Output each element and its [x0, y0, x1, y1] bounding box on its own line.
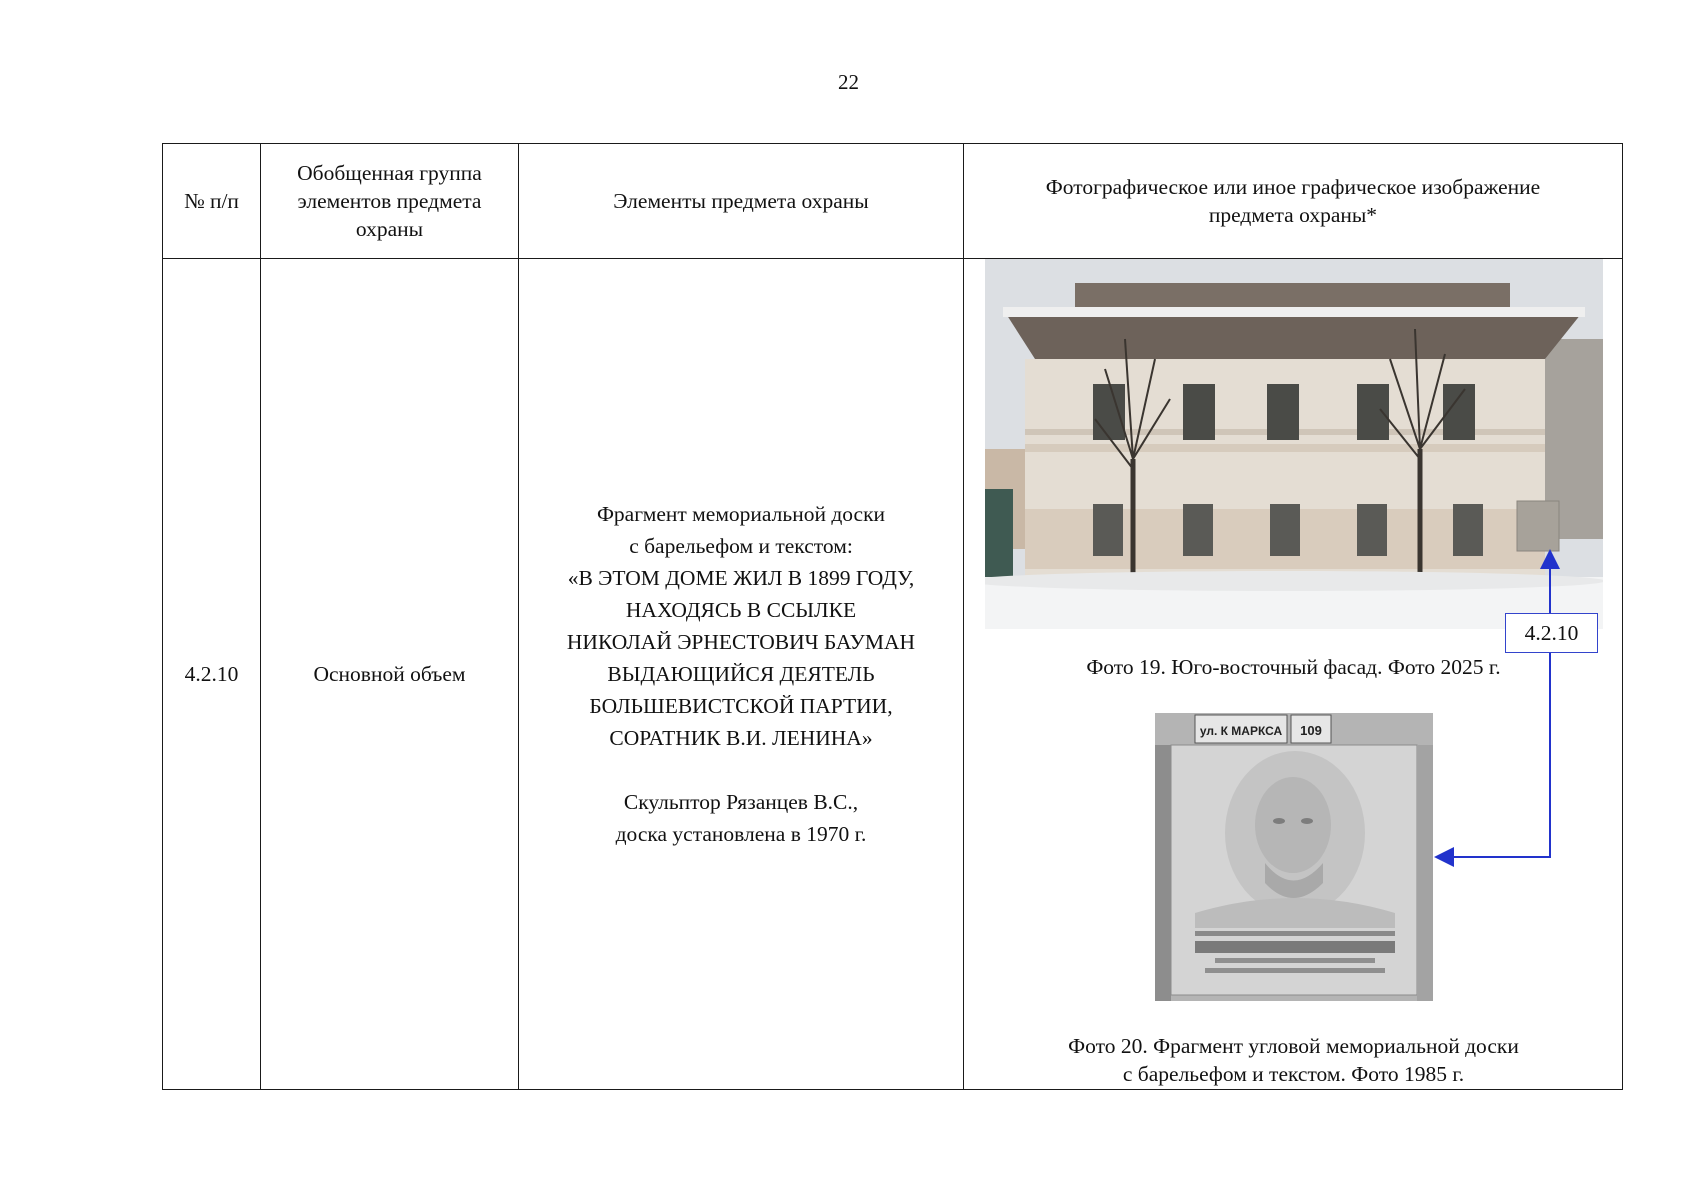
arrow-to-plaque-photo — [1444, 651, 1550, 857]
elements-line: Фрагмент мемориальной доски — [596, 502, 886, 526]
elements-line: «В ЭТОМ ДОМЕ ЖИЛ В 1899 ГОДУ, — [567, 566, 915, 590]
elements-line: ВЫДАЮЩИЙСЯ ДЕЯТЕЛЬ — [607, 662, 875, 686]
caption-photo-20-line1: Фото 20. Фрагмент угловой мемориальной доски — [1068, 1034, 1519, 1058]
plaque-photo — [1155, 713, 1433, 1001]
elements-line: с барельефом и текстом: — [629, 534, 853, 558]
elements-line: НАХОДЯСЬ В ССЫЛКЕ — [625, 598, 857, 622]
header-group-line2: элементов предмета — [297, 189, 482, 213]
header-image-line1: Фотографическое или иное графическое изображение — [1045, 175, 1541, 199]
elements-line: БОЛЬШЕВИСТСКОЙ ПАРТИИ, — [589, 694, 893, 718]
callout-label: 4.2.10 — [1505, 613, 1598, 653]
plaque-house-number: 109 — [1300, 723, 1322, 738]
facade-photo — [985, 259, 1603, 629]
elements-line: НИКОЛАЙ ЭРНЕСТОВИЧ БАУМАН — [566, 630, 916, 654]
header-group-line3: охраны — [355, 217, 424, 241]
header-group — [261, 144, 519, 259]
header-image-line2: предмета охраны* — [1208, 203, 1378, 227]
protection-elements-table — [162, 143, 1623, 1090]
elements-line: доска установлена в 1970 г. — [615, 822, 867, 846]
plaque-street-sign: ул. К МАРКСА — [1199, 724, 1283, 738]
row-group: Основной объем — [261, 259, 519, 1090]
caption-photo-20-line2: с барельефом и текстом. Фото 1985 г. — [1122, 1062, 1465, 1086]
elements-description — [525, 498, 957, 850]
row-elements — [519, 259, 964, 1090]
header-group-line1: Обобщенная группа — [297, 161, 482, 185]
elements-line: Скульптор Рязанцев В.С., — [623, 790, 859, 814]
elements-line: СОРАТНИК В.И. ЛЕНИНА» — [609, 726, 873, 750]
header-number: № п/п — [163, 144, 261, 259]
header-elements: Элементы предмета охраны — [519, 144, 964, 259]
table-row — [163, 259, 1623, 1090]
header-image — [964, 144, 1623, 259]
table-header-row — [163, 144, 1623, 259]
row-number: 4.2.10 — [163, 259, 261, 1090]
caption-photo-20 — [964, 1032, 1623, 1088]
row-photos — [964, 259, 1623, 1090]
page-number: 22 — [838, 70, 859, 94]
caption-photo-19: Фото 19. Юго-восточный фасад. Фото 2025 г. — [1086, 655, 1501, 679]
